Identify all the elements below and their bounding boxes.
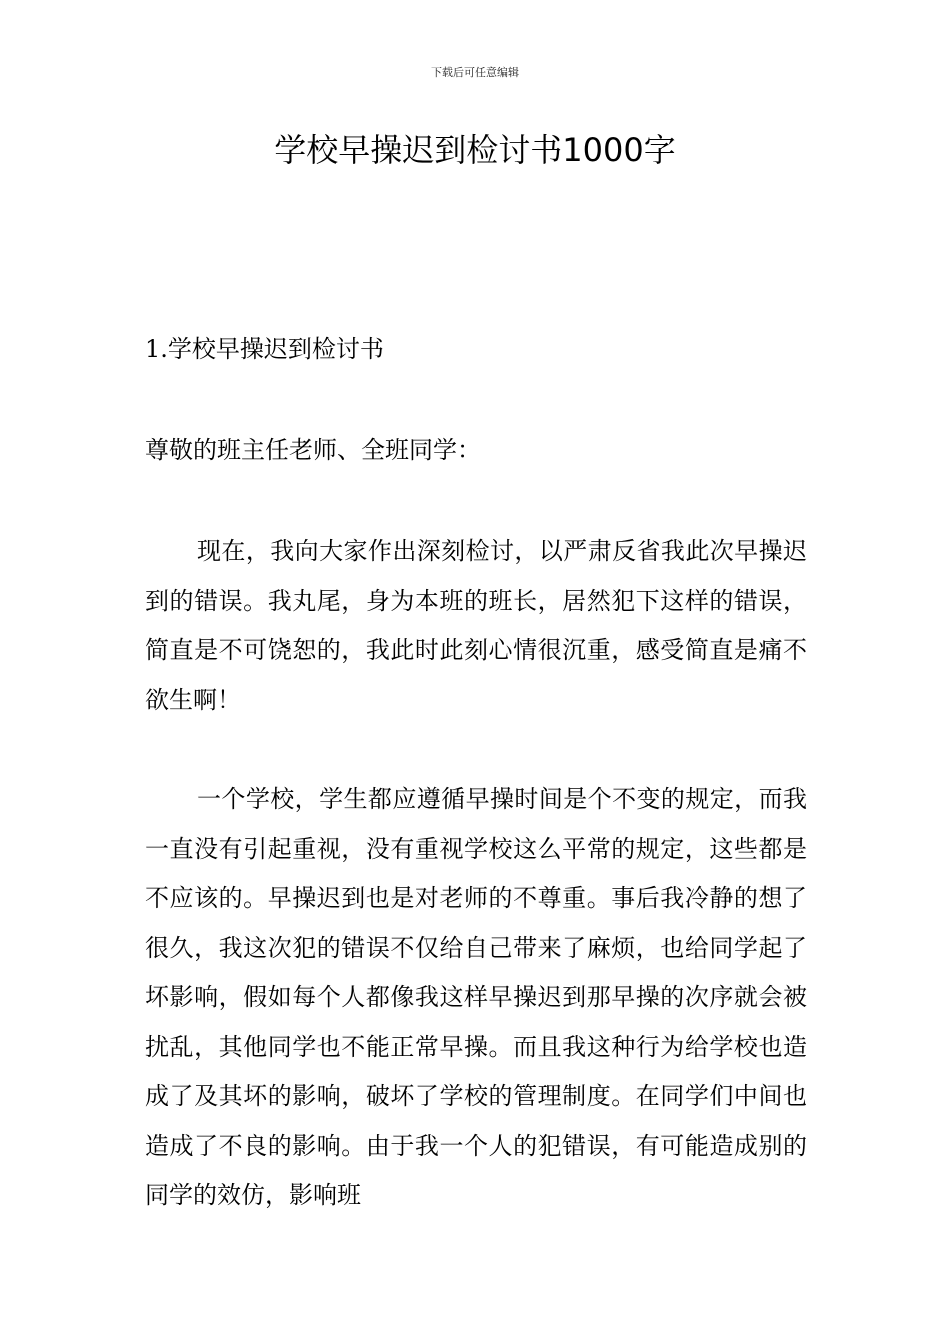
salutation: 尊敬的班主任老师、全班同学： [145, 436, 481, 464]
header-note: 下载后可任意编辑 [431, 66, 519, 79]
paragraph: 一个学校，学生都应遵循早操时间是个不变的规定，而我一直没有引起重视，没有重视学校这么平常的规定，这些都是不应该的。早操迟到也是对老师的不尊重。事后我冷静的想了很久，我这次犯的错误不仅给自己带来了麻烦，也给同学起了坏影响，假如每个人都像我这样早操迟到那早操的次序就会被扰乱，其他同学也不能正常早操。而且我这种行为给学校也造成了及其坏的影响，破坏了学校的管理制度。在同学们中间也造成了不良的影响。由于我一个人的犯错误，有可能造成别的同学的效仿，影响班 [145, 785, 807, 1209]
section-heading: 1.学校早操迟到检讨书 [145, 335, 384, 363]
document-title: 学校早操迟到检讨书1000字 [274, 131, 676, 169]
paragraph: 现在，我向大家作出深刻检讨，以严肃反省我此次早操迟到的错误。我丸尾，身为本班的班长，居然犯下这样的错误，简直是不可饶恕的，我此时此刻心情很沉重，感受简直是痛不欲生啊！ [145, 537, 807, 714]
